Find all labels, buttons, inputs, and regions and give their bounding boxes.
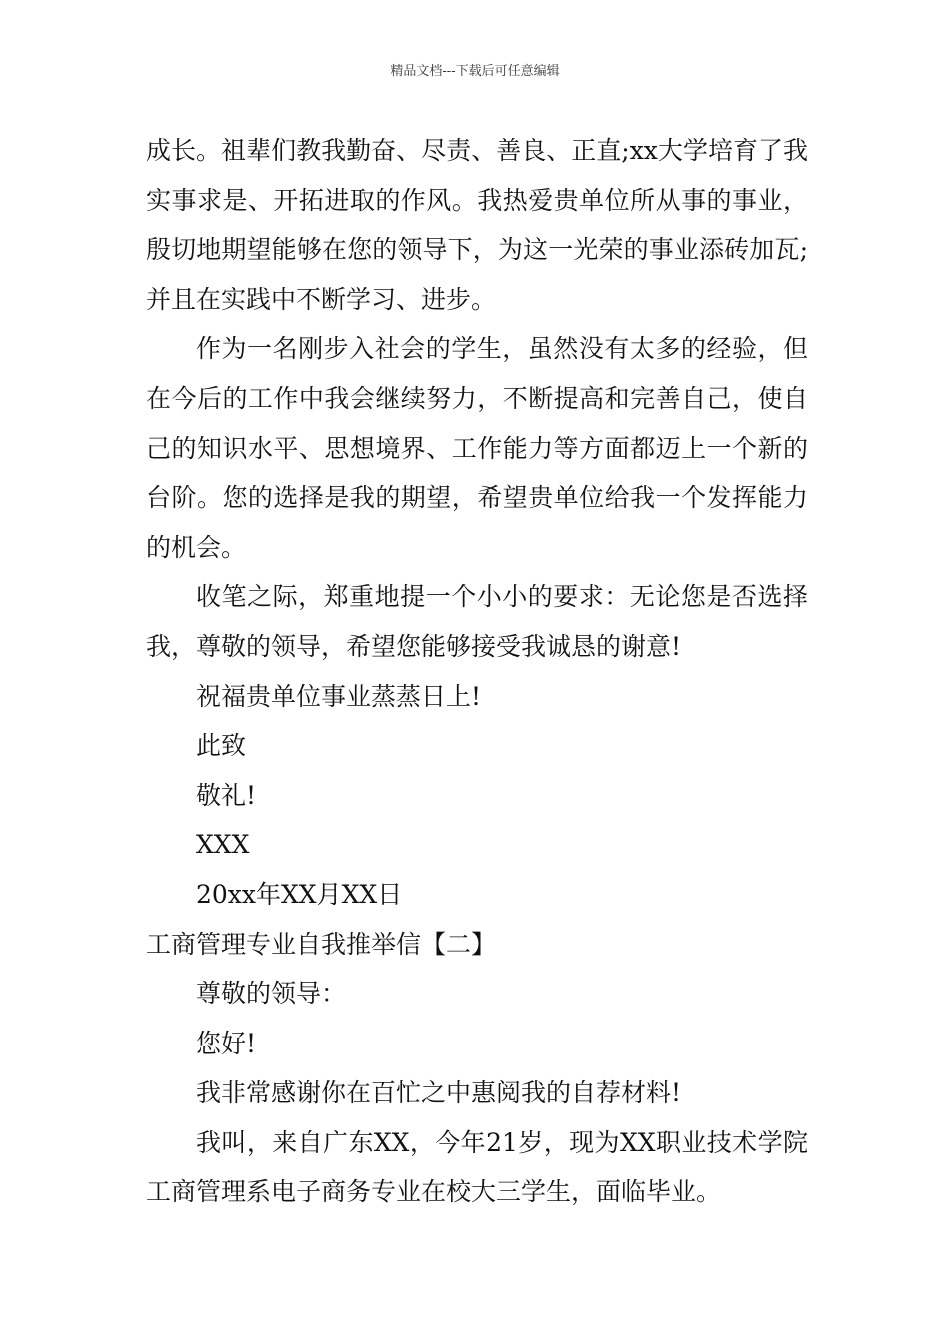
greeting: 您好! (196, 1028, 257, 1058)
paragraph: 我非常感谢你在百忙之中惠阅我的自荐材料! (196, 1078, 682, 1108)
paragraph: 作为一名刚步入社会的学生，虽然没有太多的经验，但在今后的工作中我会继续努力，不断提高和完善自己，使自己的知识水平、思想境界、工作能力等方面都迈上一个新的台阶。您的选择是我的期望，希望贵单位给我一个发挥能力的机会。 (146, 334, 808, 562)
closing-wish: 祝福贵单位事业蒸蒸日上! (196, 681, 482, 711)
page-header: 精品文档---下载后可任意编辑 (390, 64, 560, 79)
paragraph: 我叫，来自广东XX，今年21岁，现为XX职业技术学院工商管理系电子商务专业在校大三学生，面临毕业。 (146, 1127, 808, 1207)
closing-salutation: 此致 (196, 731, 247, 761)
signature-date: 20xx年XX月XX日 (196, 879, 403, 909)
closing-regards: 敬礼! (196, 780, 257, 810)
document-body (146, 126, 808, 1217)
paragraph: 收笔之际，郑重地提一个小小的要求：无论您是否选择我，尊敬的领导，希望您能够接受我诚恳的谢意! (146, 582, 808, 661)
signature-name: XXX (196, 830, 250, 860)
section-heading: 工商管理专业自我推举信【二】 (146, 929, 497, 959)
greeting-recipient: 尊敬的领导： (196, 979, 347, 1009)
paragraph-continuation: 成长。祖辈们教我勤奋、尽责、善良、正直;xx大学培育了我实事求是、开拓进取的作风。我热爱贵单位所从事的事业，殷切地期望能够在您的领导下，为这一光荣的事业添砖加瓦;并且在实践中不断学习、进步。 (146, 136, 808, 314)
